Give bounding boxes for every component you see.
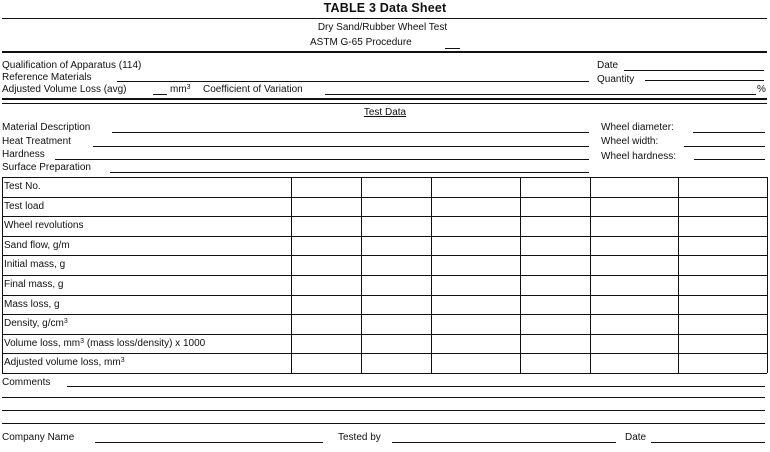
comments-line-3[interactable] [2, 410, 765, 411]
table-cell[interactable] [292, 178, 361, 197]
comments-line-2[interactable] [2, 397, 765, 398]
table-cell[interactable] [362, 237, 431, 256]
table-cell[interactable] [362, 256, 431, 275]
table-cell[interactable] [679, 354, 767, 373]
table-cell[interactable] [292, 276, 361, 295]
table-cell[interactable] [432, 315, 520, 334]
table-cell[interactable] [292, 335, 361, 354]
test-data-rule-top [2, 103, 767, 104]
table-cell[interactable] [432, 198, 520, 217]
table-cell[interactable] [679, 217, 767, 236]
table-cell[interactable] [521, 198, 590, 217]
test-subtitle: Dry Sand/Rubber Wheel Test [317, 22, 448, 33]
percent-sign: % [757, 84, 766, 95]
table-cell[interactable] [521, 335, 590, 354]
wheel-diameter-label: Wheel diameter: [601, 122, 674, 133]
table-cell[interactable] [432, 237, 520, 256]
material-line[interactable] [112, 132, 589, 133]
surface-label: Surface Preparation [2, 162, 91, 173]
table-row-label: Test load [4, 201, 45, 212]
table-row-label: Initial mass, g [4, 259, 66, 270]
apparatus-label: Qualification of Apparatus (114) [2, 60, 142, 71]
comments-line-4[interactable] [2, 423, 765, 424]
coef-label: Coefficient of Variation [203, 84, 303, 95]
test-data-heading: Test Data [363, 107, 407, 118]
table-cell[interactable] [679, 198, 767, 217]
table-cell[interactable] [362, 198, 431, 217]
table-row-label: Volume loss, $mm^3$ (mass loss/density) x 1000 [4, 338, 206, 349]
page-title: TABLE 3 Data Sheet [323, 1, 447, 15]
quantity-label: Quantity [597, 74, 635, 85]
table-cell[interactable] [362, 354, 431, 373]
table-cell[interactable] [591, 296, 678, 315]
table-cell[interactable] [591, 198, 678, 217]
adjusted-volume-line[interactable] [153, 94, 167, 95]
table-row-rule [2, 373, 767, 374]
table-row-label: Test No. [4, 181, 41, 192]
material-label: Material Description [2, 122, 91, 133]
table-cell[interactable] [292, 256, 361, 275]
table-cell[interactable] [521, 237, 590, 256]
heat-treatment-label: Heat Treatment [2, 136, 71, 147]
table-cell[interactable] [292, 354, 361, 373]
wheel-hardness-label: Wheel hardness: [601, 151, 677, 162]
table-cell[interactable] [292, 198, 361, 217]
company-label: Company Name [2, 432, 75, 443]
table-cell[interactable] [362, 276, 431, 295]
adjusted-volume-unit: $mm^3$ [170, 84, 191, 95]
table-cell[interactable] [591, 256, 678, 275]
company-line[interactable] [95, 442, 323, 443]
date-line[interactable] [624, 70, 764, 71]
reference-line[interactable] [117, 81, 589, 82]
table-row-label: Sand flow, g/m [4, 240, 70, 251]
comments-label: Comments [2, 377, 51, 388]
table-cell[interactable] [362, 335, 431, 354]
tested-by-line[interactable] [392, 442, 616, 443]
table-cell[interactable] [679, 178, 767, 197]
table-cell[interactable] [521, 178, 590, 197]
wheel-width-label: Wheel width: [601, 136, 659, 147]
table-row-label: Wheel revolutions [4, 220, 84, 231]
table-cell[interactable] [292, 296, 361, 315]
table-cell[interactable] [591, 335, 678, 354]
footer-date-label: Date [625, 432, 647, 443]
wheel-hardness-line[interactable] [694, 159, 765, 160]
table-cell[interactable] [362, 315, 431, 334]
hardness-line[interactable] [55, 159, 589, 160]
reference-label: Reference Materials [2, 72, 92, 83]
table-cell[interactable] [521, 276, 590, 295]
table-row-label: Final mass, g [4, 279, 64, 290]
table-cell[interactable] [679, 276, 767, 295]
heat-treatment-line[interactable] [93, 146, 589, 147]
table-cell[interactable] [432, 217, 520, 236]
hardness-label: Hardness [2, 149, 45, 160]
table-cell[interactable] [432, 178, 520, 197]
table-row-label: Density, $g/cm^3$ [4, 318, 68, 329]
table-cell[interactable] [521, 217, 590, 236]
procedure-label: ASTM G-65 Procedure [310, 37, 412, 48]
date-label: Date [597, 60, 619, 71]
table-cell[interactable] [362, 178, 431, 197]
table-cell[interactable] [679, 237, 767, 256]
table-cell[interactable] [591, 315, 678, 334]
table-cell[interactable] [521, 296, 590, 315]
header-rule [2, 51, 767, 53]
footer-date-line[interactable] [651, 442, 765, 443]
wheel-width-line[interactable] [684, 146, 765, 147]
table-cell[interactable] [591, 354, 678, 373]
table-cell[interactable] [292, 237, 361, 256]
table-cell[interactable] [432, 256, 520, 275]
table-cell[interactable] [521, 354, 590, 373]
table-column-rule [2, 177, 3, 373]
coef-line[interactable] [325, 94, 756, 95]
table-cell[interactable] [591, 217, 678, 236]
table-cell[interactable] [432, 276, 520, 295]
adjusted-volume-label: Adjusted Volume Loss (avg) [2, 84, 127, 95]
table-cell[interactable] [521, 256, 590, 275]
table-cell[interactable] [591, 237, 678, 256]
table-cell[interactable] [292, 315, 361, 334]
table-cell[interactable] [591, 178, 678, 197]
table-cell[interactable] [432, 335, 520, 354]
table-row-label: Adjusted volume loss, $mm^3$ [4, 357, 125, 368]
surface-line[interactable] [110, 172, 589, 173]
qualification-rule [2, 98, 767, 100]
table-cell[interactable] [362, 296, 431, 315]
quantity-line[interactable] [645, 80, 764, 81]
procedure-line[interactable] [445, 48, 460, 49]
table-cell[interactable] [679, 296, 767, 315]
title-rule [2, 18, 767, 19]
table-cell[interactable] [432, 296, 520, 315]
table-cell[interactable] [591, 276, 678, 295]
table-cell[interactable] [679, 315, 767, 334]
table-column-rule [767, 177, 768, 373]
table-cell[interactable] [679, 256, 767, 275]
comments-line-1[interactable] [67, 386, 765, 387]
wheel-diameter-line[interactable] [693, 132, 765, 133]
table-cell[interactable] [432, 354, 520, 373]
table-cell[interactable] [362, 217, 431, 236]
table-cell[interactable] [292, 217, 361, 236]
tested-by-label: Tested by [338, 432, 381, 443]
table-cell[interactable] [679, 335, 767, 354]
table-cell[interactable] [521, 315, 590, 334]
table-row-label: Mass loss, g [4, 299, 60, 310]
